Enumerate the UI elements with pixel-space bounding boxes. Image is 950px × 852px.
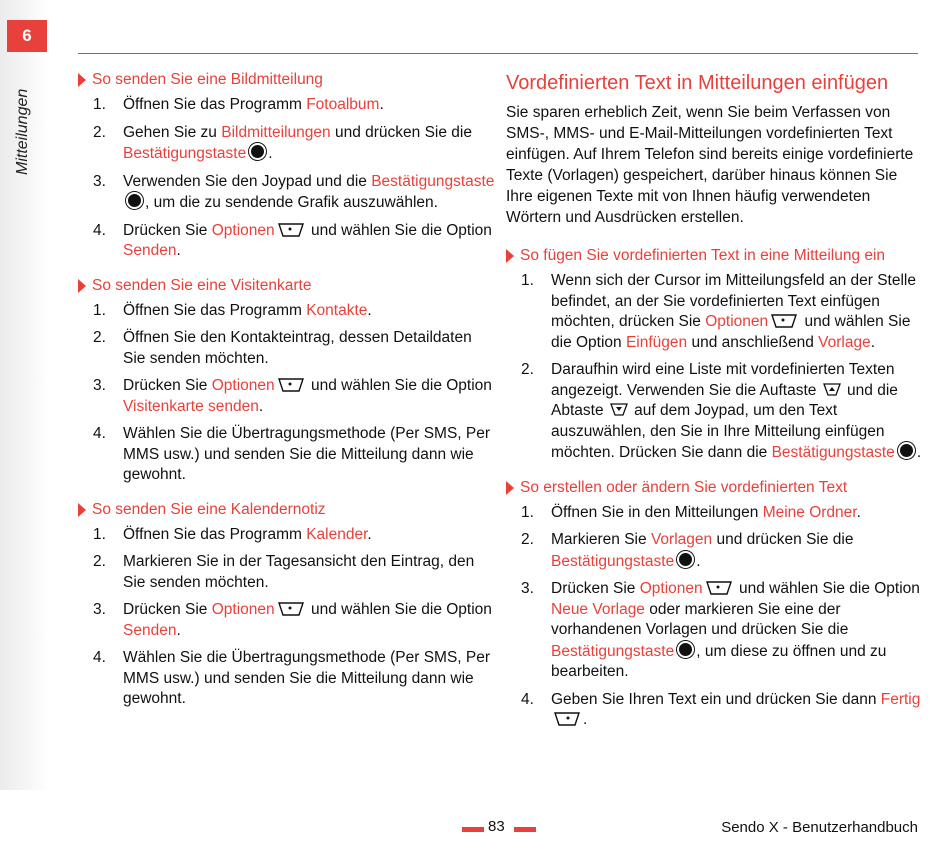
list-item: 3. Drücken Sie Optionen und wählen Sie die Option Neue Vorlage oder markieren Sie eine der vorhandenen Vorlagen und drücken Sie die Bestätigungstaste , um diese zu öffnen und zu bearbeiten.: [521, 580, 920, 680]
confirm-key-icon: [898, 442, 915, 459]
list-item: 2. Öffnen Sie den Kontakteintrag, dessen Detaildaten Sie senden möchten.: [93, 329, 472, 367]
triangle-bullet-icon: [506, 249, 514, 263]
confirm-key-icon: [677, 641, 694, 658]
intro-paragraph: Sie sparen erheblich Zeit, wenn Sie beim Verfassen von SMS-, MMS- und E-Mail-Mitteilungen vordefinierten Text einfügen. Auf Ihrem Telefon sind bereits einige vordefinierte Texte (Vorlagen) gespeichert, darüber hinaus können Sie Ihre eigenen Texte mit von Ihnen häufig verwendeten Wörtern und Ausdrücken erstellen.: [506, 104, 914, 226]
right-softkey-icon: [554, 712, 580, 725]
right-column: [506, 70, 926, 745]
confirm-key-icon: [249, 143, 266, 160]
list-item: 1. Öffnen Sie das Programm Kontakte.: [93, 301, 372, 319]
list-item: 2. Gehen Sie zu Bildmitteilungen und drücken Sie die Bestätigungstaste .: [93, 123, 472, 162]
list-item: 4. Drücken Sie Optionen und wählen Sie die Option Senden.: [93, 221, 492, 259]
section-heading-kalendernotiz: So senden Sie eine Kalendernotiz: [78, 500, 498, 520]
book-title: Sendo X - Benutzerhandbuch: [721, 819, 918, 836]
section-heading-erstellen: So erstellen oder ändern Sie vordefinierten Text: [506, 478, 926, 498]
left-softkey-icon: [278, 223, 304, 236]
left-softkey-icon: [771, 314, 797, 327]
page-number: 83: [488, 818, 505, 835]
list-item: 1. Öffnen Sie das Programm Kalender.: [93, 525, 372, 543]
section-heading-visitenkarte: So senden Sie eine Visitenkarte: [78, 276, 498, 296]
list-item: 2. Markieren Sie in der Tagesansicht den Eintrag, den Sie senden möchten.: [93, 553, 475, 591]
top-divider: [78, 53, 918, 54]
triangle-bullet-icon: [78, 503, 86, 517]
section-heading-einfuegen: So fügen Sie vordefinierten Text in eine Mitteilung ein: [506, 246, 926, 266]
steps-erstellen: [506, 503, 926, 731]
list-item: 3. Drücken Sie Optionen und wählen Sie die Option Visitenkarte senden.: [93, 377, 492, 415]
list-item: 4. Wählen Sie die Übertragungsmethode (Per SMS, Per MMS usw.) und senden Sie die Mitteilung dann wie gewohnt.: [93, 425, 491, 483]
confirm-key-icon: [677, 551, 694, 568]
steps-einfuegen: [506, 271, 926, 464]
triangle-bullet-icon: [78, 73, 86, 87]
main-heading: Vordefinierten Text in Mitteilungen einfügen: [506, 72, 889, 94]
list-item: 4. Wählen Sie die Übertragungsmethode (Per SMS, Per MMS usw.) und senden Sie die Mitteilung dann wie gewohnt.: [93, 649, 491, 707]
up-key-icon: [823, 382, 841, 395]
list-item: 3. Drücken Sie Optionen und wählen Sie die Option Senden.: [93, 601, 492, 639]
list-item: 1. Wenn sich der Cursor im Mitteilungsfeld an der Stelle befindet, an der Sie vordefinierten Text einfügen möchten, drücken Sie Optionen und wählen Sie die Option Einfügen und anschließend Vorlage.: [521, 272, 916, 351]
triangle-bullet-icon: [506, 481, 514, 495]
left-softkey-icon: [278, 602, 304, 615]
down-key-icon: [610, 402, 628, 415]
left-softkey-icon: [706, 581, 732, 594]
steps-bildmitteilung: [78, 95, 498, 262]
list-item: 4. Geben Sie Ihren Text ein und drücken Sie dann Fertig .: [521, 690, 921, 728]
footer-accent-right: [514, 827, 536, 832]
confirm-key-icon: [126, 192, 143, 209]
steps-kalendernotiz: [78, 525, 498, 710]
list-item: 1. Öffnen Sie das Programm Fotoalbum.: [93, 96, 384, 113]
chapter-number: 6: [7, 20, 47, 52]
list-item: 2. Daraufhin wird eine Liste mit vordefinierten Texten angezeigt. Verwenden Sie die Auftaste und die Abtaste auf dem Joypad, um den Text auszuwählen, den Sie in Ihre Mitteilung einfügen möchten. Drücken Sie dann die Bestätigungstaste .: [521, 361, 922, 461]
triangle-bullet-icon: [78, 279, 86, 293]
footer-accent-left: [462, 827, 484, 832]
left-column: [78, 70, 498, 724]
steps-visitenkarte: [78, 301, 498, 486]
list-item: 2. Markieren Sie Vorlagen und drücken Sie die Bestätigungstaste .: [521, 531, 854, 570]
list-item: 3. Verwenden Sie den Joypad und die Bestätigungstaste, um die zu sendende Grafik auszuwählen.: [93, 172, 495, 211]
left-softkey-icon: [278, 378, 304, 391]
section-heading-bildmitteilung: So senden Sie eine Bildmitteilung: [78, 70, 498, 90]
chapter-side-label: Mitteilungen: [14, 88, 31, 175]
list-item: 1. Öffnen Sie in den Mitteilungen Meine Ordner.: [521, 503, 861, 521]
